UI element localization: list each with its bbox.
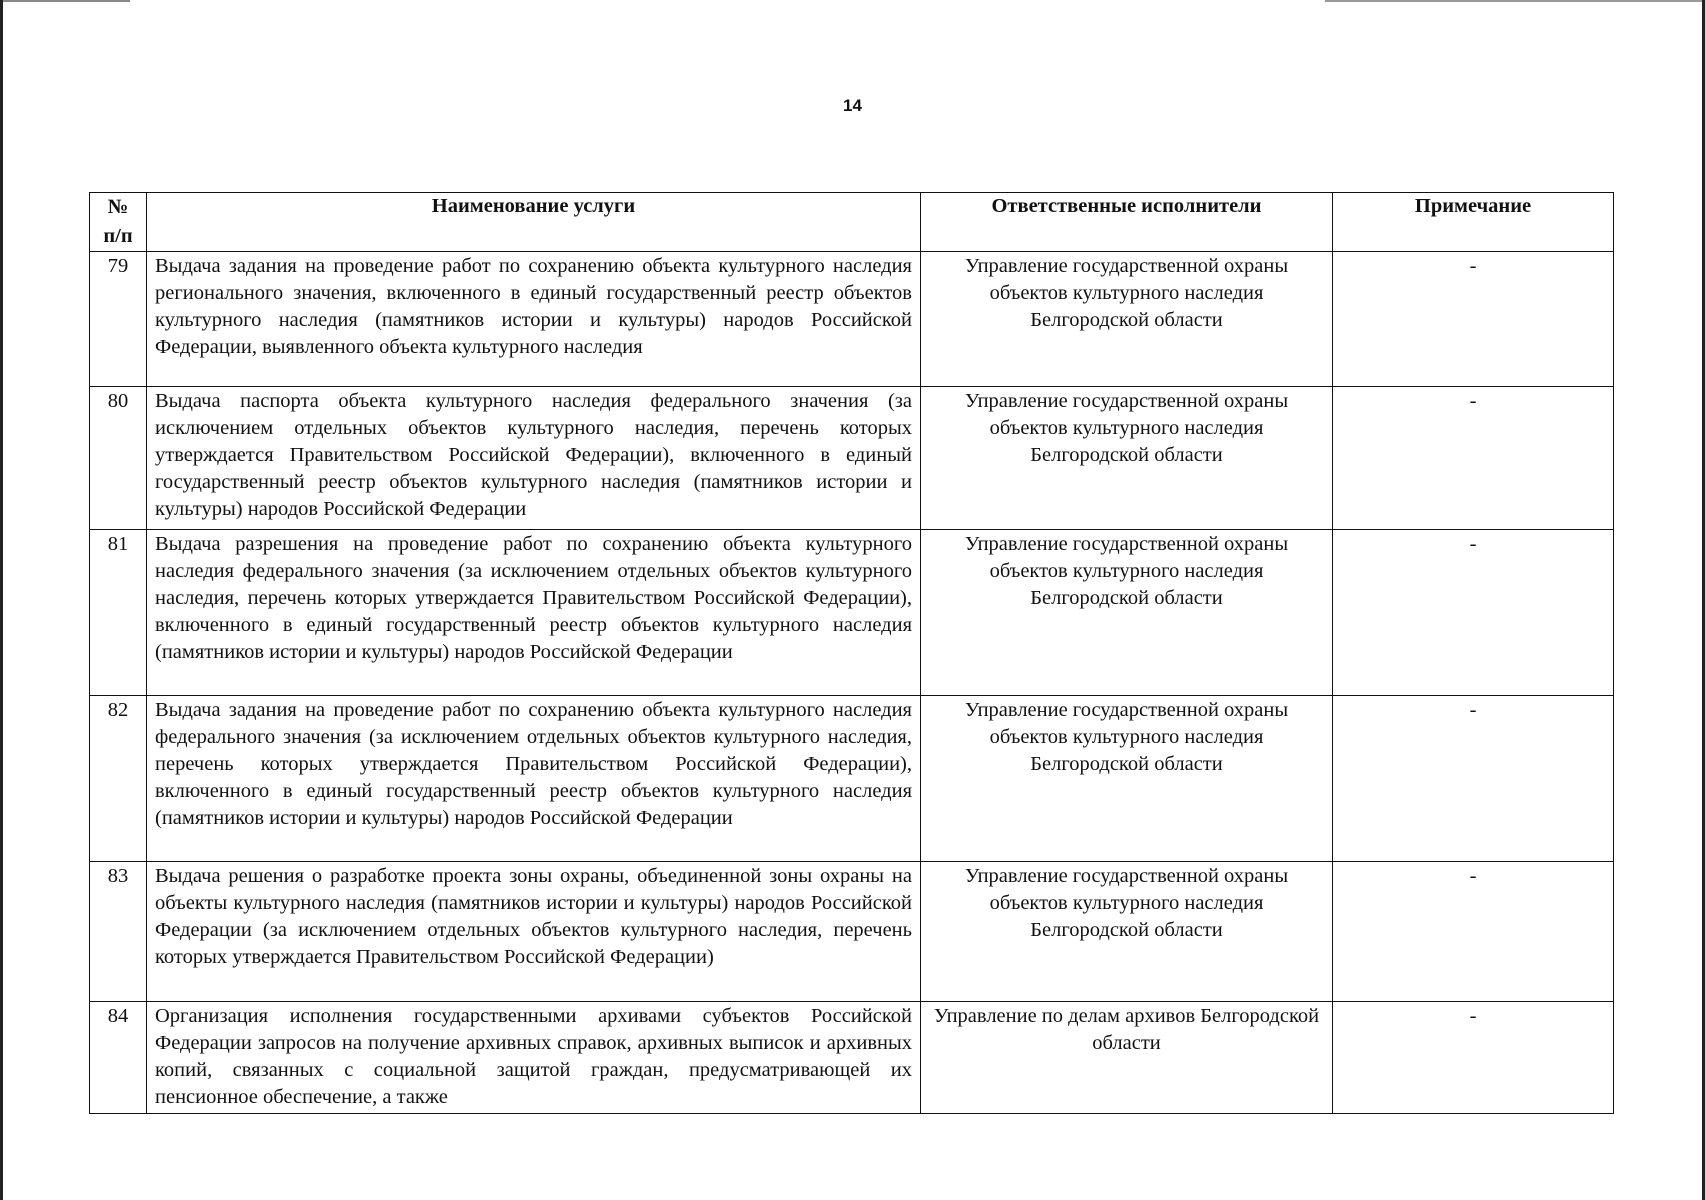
header-num: № п/п bbox=[90, 193, 147, 252]
row-num: 84 bbox=[90, 1002, 147, 1114]
table-row bbox=[90, 862, 1614, 1002]
scan-edge-left bbox=[0, 0, 3, 1200]
service-name: Выдача решения о разработке проекта зоны охраны, объединенной зоны охраны на объекты культурного наследия (памятников истории и культуры) народов Российской Федерации (за исключением отдельных объектов культурного наследия, перечень которых утверждается Правительством Российской Федерации) bbox=[147, 862, 921, 1002]
header-responsible: Ответственные исполнители bbox=[921, 193, 1333, 252]
header-note: Примечание bbox=[1333, 193, 1614, 252]
responsible-executor: Управление государственной охраны объектов культурного наследия Белгородской области bbox=[921, 862, 1333, 1002]
row-note: - bbox=[1333, 696, 1614, 862]
table-row bbox=[90, 530, 1614, 696]
responsible-executor: Управление государственной охраны объектов культурного наследия Белгородской области bbox=[921, 387, 1333, 530]
service-name: Выдача задания на проведение работ по сохранению объекта культурного наследия федерального значения (за исключением отдельных объектов культурного наследия, перечень которых утверждается Правительством Российской Федерации), включенного в единый государственный реестр объектов культурного наследия (памятников истории и культуры) народов Российской Федерации bbox=[147, 696, 921, 862]
service-name: Выдача паспорта объекта культурного наследия федерального значения (за исключением отдельных объектов культурного наследия, перечень которых утверждается Правительством Российской Федерации), включенного в единый государственный реестр объектов культурного наследия (памятников истории и культуры) народов Российской Федерации bbox=[147, 387, 921, 530]
service-name-cell bbox=[147, 1002, 921, 1114]
service-name: Выдача задания на проведение работ по сохранению объекта культурного наследия регионального значения, включенного в единый государственный реестр объектов культурного наследия (памятников истории и культуры) народов Российской Федерации, выявленного объекта культурного наследия bbox=[147, 252, 921, 387]
row-note: - bbox=[1333, 387, 1614, 530]
row-note: - bbox=[1333, 862, 1614, 1002]
table-row bbox=[90, 1002, 1614, 1114]
table-row bbox=[90, 696, 1614, 862]
services-table bbox=[89, 192, 1614, 1114]
table-row bbox=[90, 252, 1614, 387]
scan-edge-top-left bbox=[0, 0, 130, 2]
scan-edge-top-right bbox=[1325, 0, 1705, 2]
responsible-executor: Управление государственной охраны объектов культурного наследия Белгородской области bbox=[921, 696, 1333, 862]
row-num: 81 bbox=[90, 530, 147, 696]
service-name: Выдача разрешения на проведение работ по сохранению объекта культурного наследия федерального значения (за исключением отдельных объектов культурного наследия, перечень которых утверждается Правительством Российской Федерации), включенного в единый государственный реестр объектов культурного наследия (памятников истории и культуры) народов Российской Федерации bbox=[147, 530, 921, 696]
responsible-executor: Управление государственной охраны объектов культурного наследия Белгородской области bbox=[921, 252, 1333, 387]
table-row bbox=[90, 387, 1614, 530]
service-name: Организация исполнения государственными архивами субъектов Российской Федерации запросов на получение архивных справок, архивных выписок и архивных копий, связанных с социальной защитой граждан, предусматривающей их пенсионное обеспечение, а также bbox=[155, 1005, 912, 1108]
row-note: - bbox=[1333, 252, 1614, 387]
row-num: 83 bbox=[90, 862, 147, 1002]
table-header-row bbox=[90, 193, 1614, 252]
responsible-executor: Управление по делам архивов Белгородской области bbox=[921, 1002, 1333, 1114]
header-name: Наименование услуги bbox=[147, 193, 921, 252]
row-num: 80 bbox=[90, 387, 147, 530]
page-number: 14 bbox=[843, 96, 862, 115]
row-note: - bbox=[1333, 1002, 1614, 1114]
row-note: - bbox=[1333, 530, 1614, 696]
row-num: 82 bbox=[90, 696, 147, 862]
responsible-executor: Управление государственной охраны объектов культурного наследия Белгородской области bbox=[921, 530, 1333, 696]
row-num: 79 bbox=[90, 252, 147, 387]
